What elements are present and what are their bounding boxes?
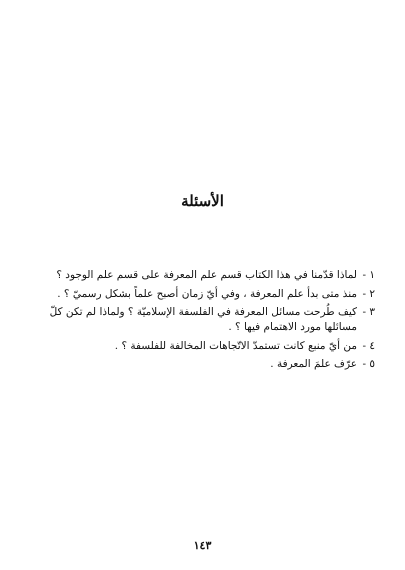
question-text: كيف طُرحت مسائل المعرفة في الفلسفة الإسلاميّة ؟ ولماذا لم تكن كلّ مسائلها مورد الاهتمام فيها ؟ . [49,306,357,333]
page-number: ١٤٣ [193,539,212,552]
question-list [30,268,375,376]
question-item [30,305,375,335]
question-item [30,339,375,354]
question-item [30,268,375,283]
section-heading: الأسئلة [181,192,224,210]
question-number: ٥ - [362,358,375,370]
question-number: ٤ - [362,339,375,352]
question-number: ٣ - [362,306,375,318]
question-item [30,357,375,372]
question-text: من أيّ منبع كانت تستمدّ الاتّجاهات المخالفة للفلسفة ؟ . [114,339,357,352]
question-text: لماذا قدّمنا في هذا الكتاب قسم علم المعرفة على قسم علم الوجود ؟ [56,269,357,281]
question-number: ١ - [362,269,375,281]
question-text: عرّف علمَ المعرفة . [270,358,357,370]
question-text: منذ متى بدأ علم المعرفة ، وفي أيّ زمان أصبح علماً بشكل رسميّ ؟ . [57,287,357,300]
question-number: ٢ - [362,287,375,300]
question-item [30,287,375,302]
